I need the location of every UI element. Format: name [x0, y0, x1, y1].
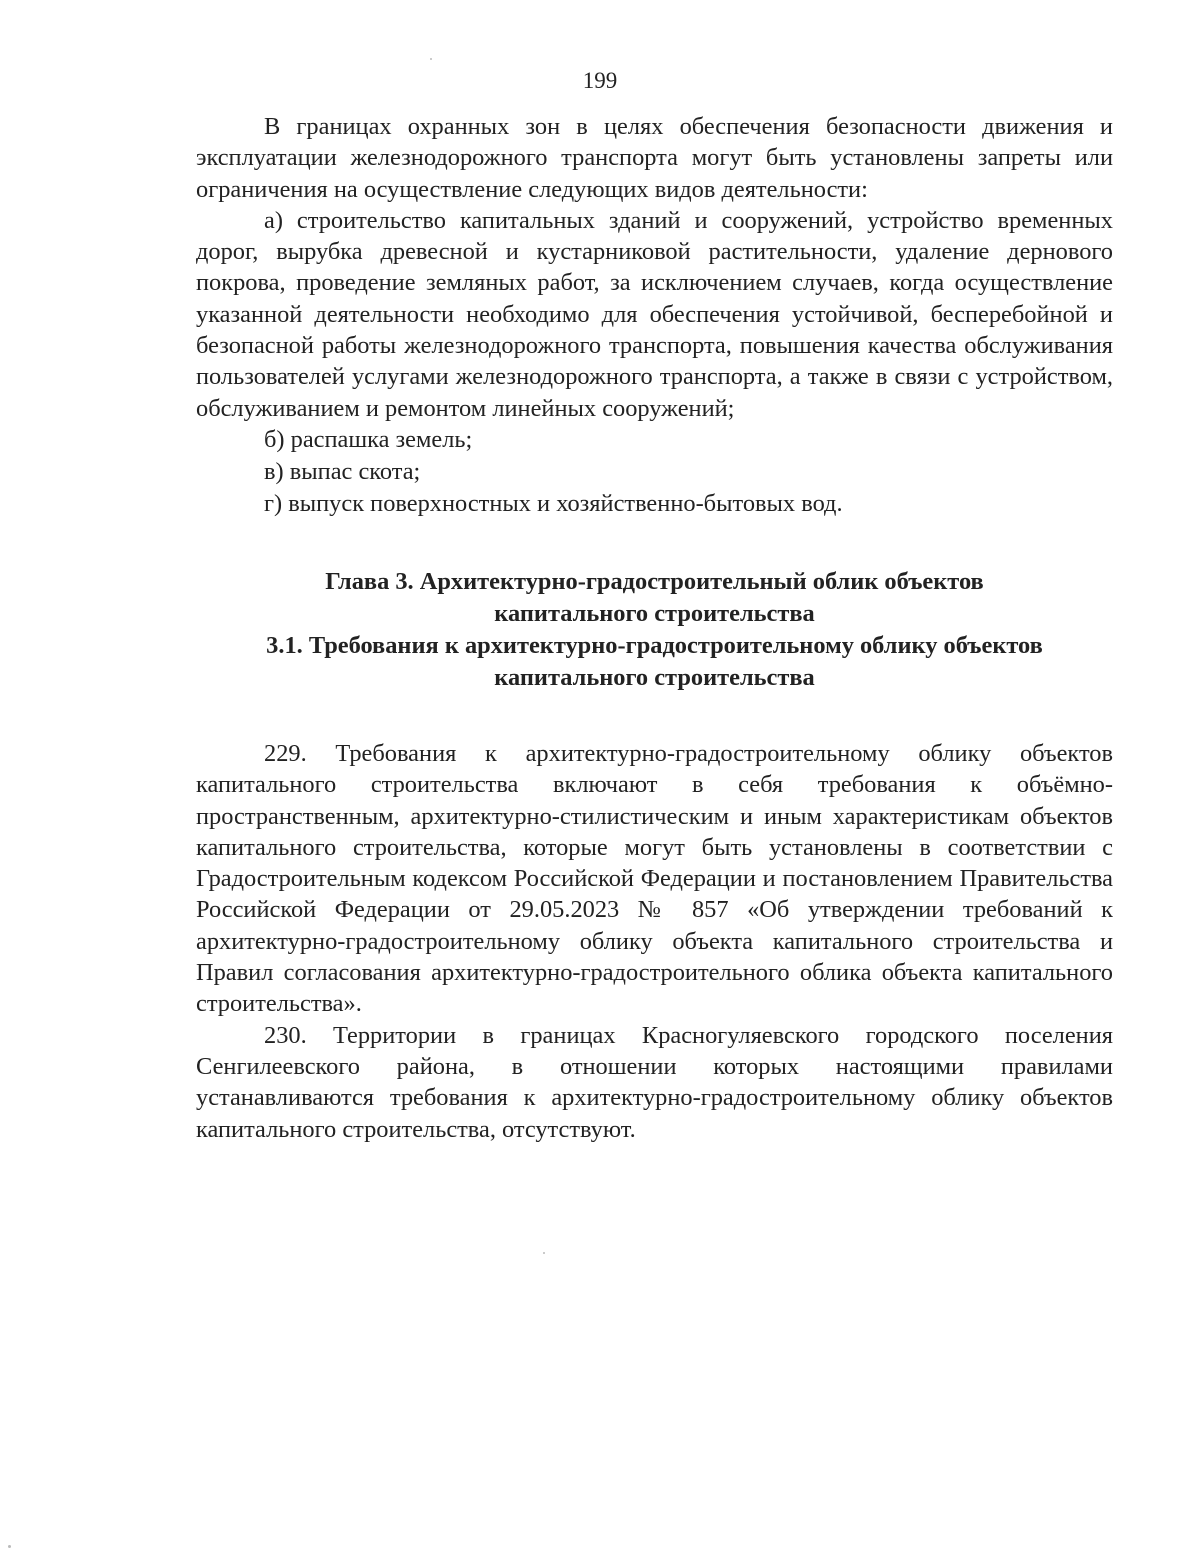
- page-number: 199: [582, 68, 618, 93]
- document-body: [196, 111, 1113, 1145]
- scan-speck: [430, 58, 432, 60]
- list-item-b: б) распашка земель;: [264, 425, 473, 453]
- chapter-title-line2: капитального строительства: [494, 599, 815, 627]
- chapter-title-line1: Глава 3. Архитектурно-градостроительный облик объектов: [325, 567, 984, 595]
- section-title-line1: 3.1. Требования к архитектурно-градостроительному облику объектов: [266, 631, 1043, 659]
- paragraph-230: 230. Территории в границах Красногуляевского городского поселения Сенгилеевского района, в отношении которых настоящими правилами устанавливаются требования к архитектурно-градостроительному облику объектов капитального строительства, отсутствуют.: [196, 1021, 1113, 1143]
- scan-speck: [543, 1252, 545, 1254]
- list-item-a: а) строительство капитальных зданий и сооружений, устройство временных дорог, вырубка древесной и кустарниковой растительности, удаление дернового покрова, проведение земляных работ, за исключением случаев, когда осуществление указанной деятельности необходимо для обеспечения устойчивой, бесперебойной и безопасной работы железнодорожного транспорта, повышения качества обслуживания пользователей услугами железнодорожного транспорта, а также в связи с устройством, обслуживанием и ремонтом линейных сооружений;: [196, 206, 1113, 422]
- scan-speck: [8, 1545, 11, 1548]
- chapter-heading: [196, 566, 1113, 694]
- paragraph-229: 229. Требования к архитектурно-градостроительному облику объектов капитального строительства включают в себя требования к объёмно-пространственным, архитектурно-стилистическим и иным характеристикам объектов капитального строительства, которые могут быть установлены в соответствии с Градостроительным кодексом Российской Федерации и постановлением Правительства Российской Федерации от 29.05.2023 № 857 «Об утверждении требований к архитектурно-градостроительному облику объекта капитального строительства и Правил согласования архитектурно-градостроительного облика объекта капитального строительства».: [196, 739, 1113, 1018]
- section-title-line2: капитального строительства: [494, 663, 815, 691]
- intro-paragraph: В границах охранных зон в целях обеспечения безопасности движения и эксплуатации железнодорожного транспорта могут быть установлены запреты или ограничения на осуществление следующих видов деятельности:: [196, 113, 1113, 203]
- list-item-g: г) выпуск поверхностных и хозяйственно-бытовых вод.: [264, 489, 843, 517]
- list-item-v: в) выпас скота;: [264, 457, 421, 485]
